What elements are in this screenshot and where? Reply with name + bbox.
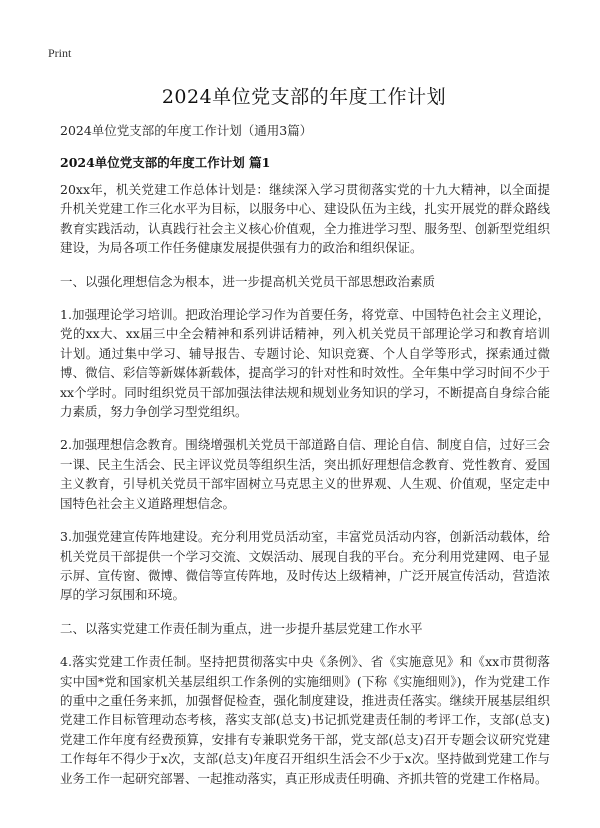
paragraph-item-2: 2.加强理想信念教育。围绕增强机关党员干部道路自信、理论自信、制度自信，过好三会一课、民主生活会、民主评议党员等组织生活，突出抓好理想信念教育、党性教育、爱国主义教育，引导机关党员干部牢固树立马克思主义的世界观、人生观、价值观，坚定走中国特色社会主义道路理想信念。 [60, 437, 550, 511]
document-subtitle: 2024单位党支部的年度工作计划（通用3篇） [60, 123, 313, 138]
paragraph-item-1: 1.加强理论学习培训。把政治理论学习作为首要任务，将党章、中国特色社会主义理论，党的xx大、xx届三中全会精神和系列讲话精神，列入机关党员干部理论学习和教育培训计划。通过集中学习、辅导报告、专题讨论、知识竞赛、个人自学等形式，探索通过微博、微信、彩信等新媒体新载体，提高学习的针对性和时效性。全年集中学习时间不少于xx个学时。同时组织党员干部加强法律法规和规划业务知识的学习，不断提高自身综合能力素质，努力争创学习型党组织。 [60, 307, 550, 420]
intro-paragraph: 20xx年，机关党建工作总体计划是：继续深入学习贯彻落实党的十九大精神，以全面提升机关党建工作三化水平为目标，以服务中心、建设队伍为主线，扎实开展党的群众路线教育实践活动，认真践行社会主义核心价值观，全力推进学习型、服务型、创新型党组织建设，为局各项工作任务健康发展提供强有力的政治和组织保证。 [60, 182, 550, 256]
print-link[interactable]: Print [48, 46, 72, 60]
document-body [60, 180, 550, 802]
paragraph-item-3: 3.加强党建宣传阵地建设。充分利用党员活动室，丰富党员活动内容，创新活动载体，给机关党员干部提供一个学习交流、文娱活动、展现自我的平台。充分利用党建网、电子显示屏、宣传窗、微博、微信等宣传阵地，及时传达上级精神，广泛开展宣传活动，营造浓厚的学习氛围和环境。 [60, 529, 550, 603]
section-title: 2024单位党支部的年度工作计划 篇1 [60, 155, 271, 170]
section-heading-2: 二、以落实党建工作责任制为重点，进一步提升基层党建工作水平 [60, 620, 423, 636]
section-heading-1: 一、以强化理想信念为根本，进一步提高机关党员干部思想政治素质 [60, 273, 436, 289]
paragraph-item-4: 4.落实党建工作责任制。坚持把贯彻落实中央《条例》、省《实施意见》和《xx市贯彻落实中国*党和国家机关基层组织工作条例的实施细则》(下称《实施细则》)，作为党建工作的重中之重任务来抓，加强督促检查，强化制度建设，推进责任落实。继续开展基层组织党建工作目标管理动态考核，落实支部(总支)书记抓党建责任制的考评工作，支部(总支)党建工作年度有经费预算，安排有专兼职党务干部，党支部(总支)召开专题会议研究党建工作每年不得少于x次，支部(总支)年度召开组织生活会不少于x次。坚持做到党建工作与业务工作一起研究部署、一起推动落实，真正形成责任明确、齐抓共管的党建工作格局。 [60, 654, 550, 786]
page-title: 2024单位党支部的年度工作计划 [161, 86, 447, 108]
